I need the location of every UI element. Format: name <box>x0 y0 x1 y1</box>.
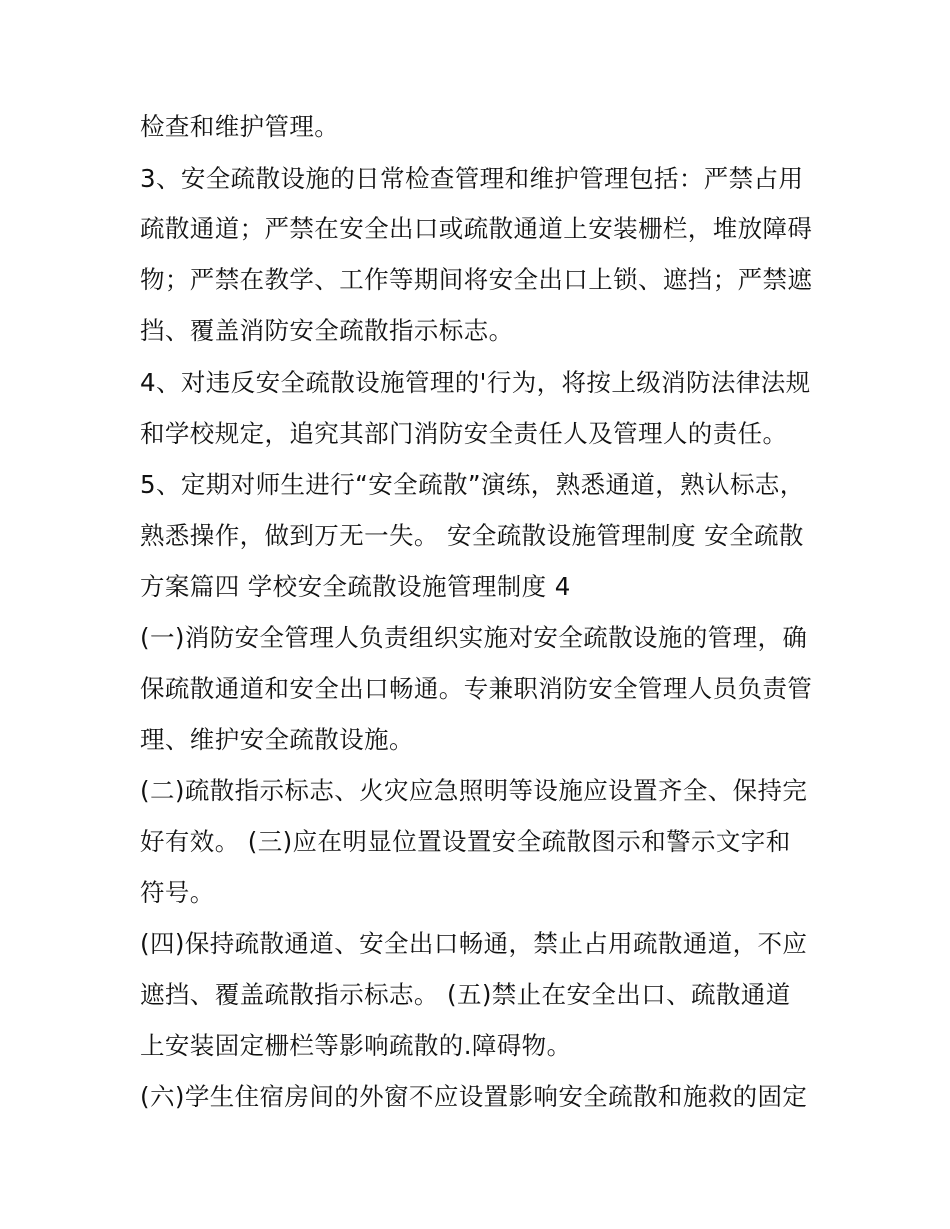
text-line: 3、安全疏散设施的日常检查管理和维护管理包括：严禁占用 <box>140 164 804 193</box>
text-line: 理、维护安全疏散设施。 <box>140 725 414 754</box>
text-line: 保疏散通道和安全出口畅通。专兼职消防安全管理人员负责管 <box>140 674 813 703</box>
text-line: 熟悉操作，做到万无一失。 安全疏散设施管理制度 安全疏散 <box>140 521 804 550</box>
text-line: 物；严禁在教学、工作等期间将安全出口上锁、遮挡；严禁遮 <box>140 265 813 294</box>
text-line: 4、对违反安全疏散设施管理的'行为，将按上级消防法律法规 <box>140 368 811 397</box>
text-line: 遮挡、覆盖疏散指示标志。 (五)禁止在安全出口、疏散通道 <box>140 980 791 1009</box>
text-line: 和学校规定，追究其部门消防安全责任人及管理人的责任。 <box>140 419 788 448</box>
text-line: 上安装固定栅栏等影响疏散的.障碍物。 <box>140 1031 572 1060</box>
text-line: 符号。 <box>140 878 215 907</box>
text-line: (二)疏散指示标志、火灾应急照明等设施应设置齐全、保持完 <box>140 776 808 805</box>
text-line: (一)消防安全管理人负责组织实施对安全疏散设施的管理，确 <box>140 623 808 652</box>
text-line: 方案篇四 学校安全疏散设施管理制度 4 <box>140 572 571 601</box>
text-line: 检查和维护管理。 <box>140 112 340 141</box>
text-line: 疏散通道；严禁在安全出口或疏散通道上安装栅栏，堆放障碍 <box>140 214 813 243</box>
text-line: 挡、覆盖消防安全疏散指示标志。 <box>140 316 514 345</box>
text-line: (六)学生住宿房间的外窗不应设置影响安全疏散和施救的固定 <box>140 1082 808 1111</box>
text-line: 好有效。 (三)应在明显位置设置安全疏散图示和警示文字和 <box>140 827 791 856</box>
text-line: 5、定期对师生进行“安全疏散”演练，熟悉通道，熟认标志， <box>140 470 805 499</box>
text-line: (四)保持疏散通道、安全出口畅通，禁止占用疏散通道，不应 <box>140 929 808 958</box>
